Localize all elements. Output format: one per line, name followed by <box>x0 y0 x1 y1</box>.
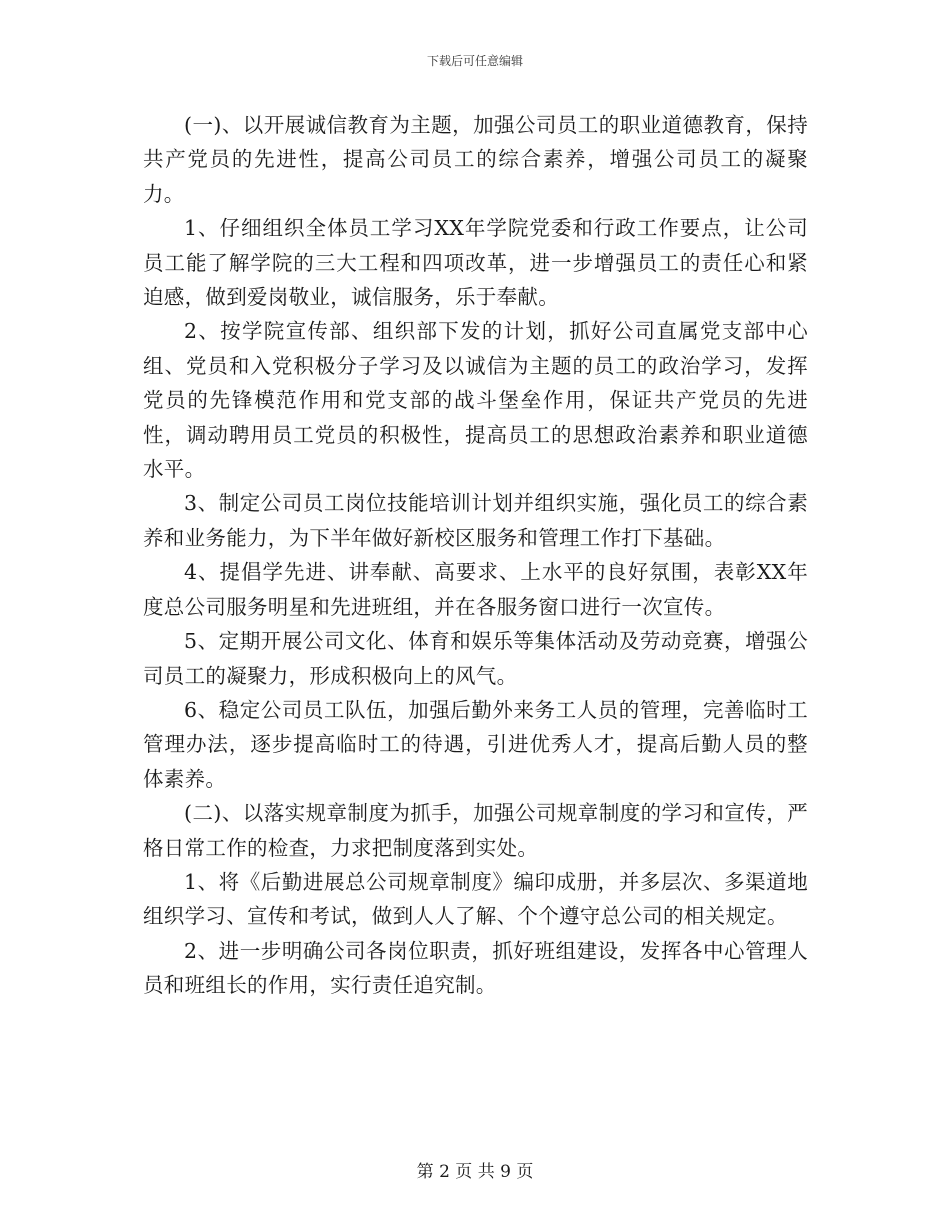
paragraph-item-5: 5、定期开展公司文化、体育和娱乐等集体活动及劳动竞赛，增强公司员工的凝聚力，形成积极向上的风气。 <box>143 629 808 688</box>
paragraph-section-2-heading: (二)、以落实规章制度为抓手，加强公司规章制度的学习和宣传，严格日常工作的检查，力求把制度落到实处。 <box>143 801 808 860</box>
paragraph-item-6: 6、稳定公司员工队伍，加强后勤外来务工人员的管理，完善临时工管理办法，逐步提高临时工的待遇，引进优秀人才，提高后勤人员的整体素养。 <box>143 697 808 791</box>
paragraph-section-2-item-2: 2、进一步明确公司各岗位职责，抓好班组建设，发挥各中心管理人员和班组长的作用，实行责任追究制。 <box>143 938 808 998</box>
paragraph-item-4: 4、提倡学先进、讲奉献、高要求、上水平的良好氛围，表彰XX年度总公司服务明星和先进班组，并在各服务窗口进行一次宣传。 <box>143 560 808 619</box>
paragraph-section-2-item-1: 1、将《后勤进展总公司规章制度》编印成册，并多层次、多渠道地组织学习、宣传和考试，做到人人了解、个个遵守总公司的相关规定。 <box>143 869 808 929</box>
paragraph-item-3: 3、制定公司员工岗位技能培训计划并组织实施，强化员工的综合素养和业务能力，为下半年做好新校区服务和管理工作打下基础。 <box>143 491 808 550</box>
page-header: 下载后可任意编辑 <box>426 54 523 68</box>
document-body <box>143 108 808 1003</box>
page-number-footer: 第 2 页 共 9 页 <box>416 1162 534 1182</box>
paragraph-item-1: 1、仔细组织全体员工学习XX年学院党委和行政工作要点，让公司员工能了解学院的三大工程和四项改革，进一步增强员工的责任心和紧迫感，做到爱岗敬业，诚信服务，乐于奉献。 <box>143 216 808 310</box>
paragraph-section-1-heading: (一)、以开展诚信教育为主题，加强公司员工的职业道德教育，保持共产党员的先进性，提高公司员工的综合素养，增强公司员工的凝聚力。 <box>143 113 808 206</box>
paragraph-item-2: 2、按学院宣传部、组织部下发的计划，抓好公司直属党支部中心组、党员和入党积极分子学习及以诚信为主题的员工的政治学习，发挥党员的先锋模范作用和党支部的战斗堡垒作用，保证共产党员的先进性，调动聘用员工党员的积极性，提高员工的思想政治素养和职业道德水平。 <box>143 319 808 482</box>
